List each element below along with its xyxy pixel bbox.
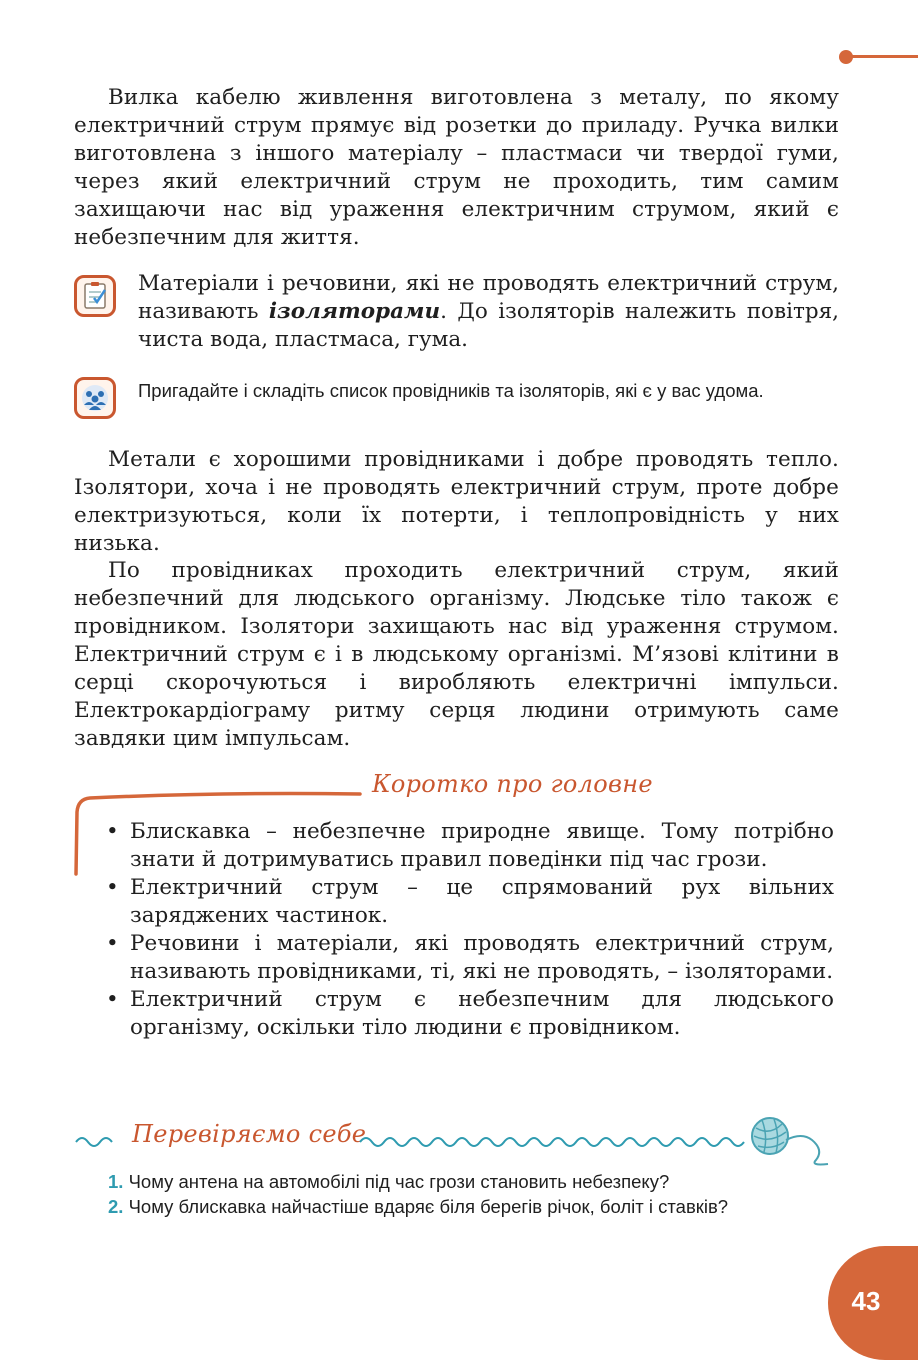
summary-item: • Електричний струм – це спрямований рух вільних заряджених частинок. [106,875,834,928]
definition-text-before: Матеріали і речовини, які не проводять електричний струм, називають [138,271,839,324]
paragraph-body-conductor: По провідниках проходить електричний струм, який небезпечний для людського організму. Людське тіло також є провідником. Ізолятори захищають нас від ураження струмом. Електричний струм є і в людському організмі. М’язові клітини в серці скорочуються і виробляють електричні імпульси. Електрокардіограму ритму серця людини отримують саме завдяки цим імпульсам. [74,558,839,751]
summary-list [104,818,834,1042]
notebook-check-icon [74,275,116,317]
bullet: • [106,819,119,844]
bullet: • [106,875,119,900]
check-title: Перевіряємо себе [132,1120,367,1148]
question-number: 1. [108,1171,124,1192]
summary-item: • Блискавка – небезпечне природне явище. Тому потрібно знати й дотримуватись правил поведінки під час грози. [106,819,834,872]
definition-insulators [138,270,839,354]
bullet: • [106,987,119,1012]
yarn-ball-icon [746,1114,836,1168]
definition-term: ізоляторами [268,299,441,324]
paragraph-plug: Вилка кабелю живлення виготовлена з металу, по якому електричний струм прямує від розетки до приладу. Ручка вилки виготовлена з іншого матеріалу – пластмаси чи твердої гуми, через який електричний струм не проходить, тим самим захищаючи нас від ураження електричним струмом, який є небезпечним для життя. [74,85,839,250]
summary-item: • Речовини і матеріали, які проводять електричний струм, називають провідниками, ті, які не проводять, – ізоляторами. [106,931,834,984]
bullet: • [106,931,119,956]
summary-title: Коротко про головне [372,770,653,798]
question-2: 2. Чому блискавка найчастіше вдаряє біля берегів річок, боліт і ставків? [108,1196,729,1217]
paragraph-metals: Метали є хорошими провідниками і добре проводять тепло. Ізолятори, хоча і не проводять електричний струм, проте добре електризуються, коли їх потерти, і теплопровідність у них низька. [74,447,839,556]
question-1: 1. Чому антена на автомобілі під час грози становить небезпеку? [108,1171,670,1192]
top-deco-dot [839,50,853,64]
check-wave-right [358,1130,748,1150]
task-list-conductors: Пригадайте і складіть список провідників та ізоляторів, які є у вас удома. [138,380,764,401]
definition-text-after: . До ізоляторів належить повітря, чиста вода, пластмаса, гума. [138,299,839,352]
page-number: 43 [851,1286,881,1316]
summary-item: • Електричний струм є небезпечним для людського організму, оскільки тіло людини є провідником. [106,987,834,1040]
top-deco-line [850,55,918,58]
question-number: 2. [108,1196,124,1217]
group-discussion-icon [74,377,116,419]
check-wave-left [74,1130,120,1150]
